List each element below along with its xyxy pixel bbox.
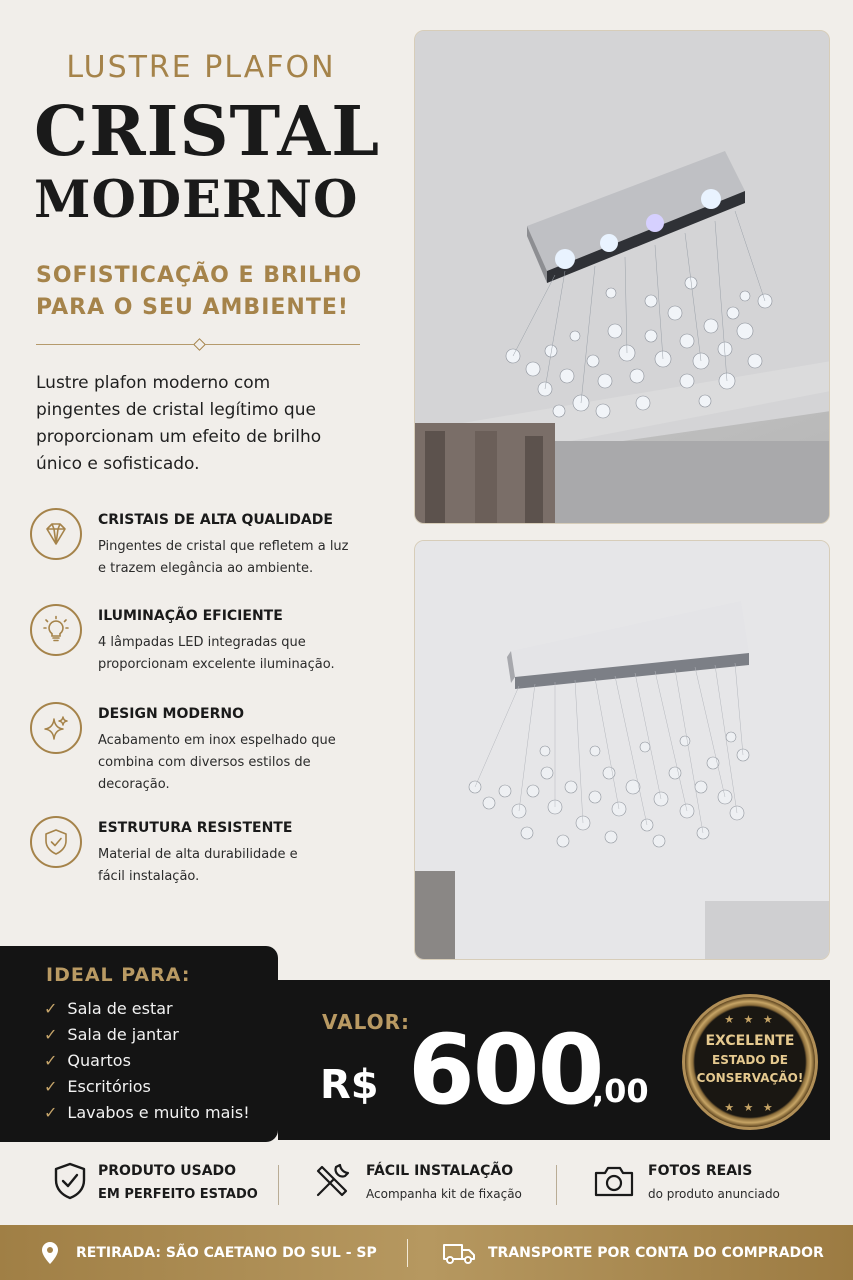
feature-text: [98, 632, 388, 676]
info-sub: Acompanha kit de fixação: [366, 1187, 522, 1201]
list-item: [44, 1100, 250, 1126]
camera-icon: [592, 1161, 636, 1201]
info-title: FOTOS REAIS: [648, 1163, 753, 1179]
seal-line3: CONSERVAÇÃO!: [696, 1071, 804, 1085]
divider-diamond: [193, 338, 206, 351]
tagline-line1: SOFISTICAÇÃO E BRILHO: [36, 263, 363, 288]
feature-line: 4 lâmpadas LED integradas que: [98, 635, 306, 650]
price-cents: ,00: [592, 1072, 649, 1110]
ideal-title: IDEAL PARA:: [46, 964, 191, 986]
ideal-for-panel: [0, 946, 278, 1142]
transport-info: [442, 1241, 824, 1265]
stars-icon: ★ ★ ★: [724, 1101, 776, 1114]
info-item-photos: [592, 1155, 822, 1215]
separator: [278, 1165, 279, 1205]
intro-line: único e sofisticado.: [36, 454, 200, 474]
list-item-label: Quartos: [67, 1051, 131, 1070]
intro-text: [36, 370, 356, 478]
check-icon: ✓: [44, 1025, 58, 1044]
location-pin-icon: [40, 1241, 60, 1265]
ideal-list: [44, 996, 250, 1126]
check-icon: ✓: [44, 1077, 58, 1096]
feature-line: e trazem elegância ao ambiente.: [98, 561, 314, 576]
list-item: [44, 1074, 250, 1100]
product-photo-lit: [414, 30, 830, 524]
check-icon: ✓: [44, 1103, 58, 1122]
info-title: PRODUTO USADO: [98, 1163, 237, 1179]
list-item: [44, 1048, 250, 1074]
feature-line: Pingentes de cristal que refletem a luz: [98, 539, 349, 554]
separator: [407, 1239, 408, 1267]
pretitle: LUSTRE PLAFON: [66, 50, 336, 85]
diamond-icon: [30, 508, 82, 560]
sparkle-icon: [30, 702, 82, 754]
intro-line: pingentes de cristal legítimo que: [36, 400, 316, 420]
list-item-label: Sala de jantar: [67, 1025, 179, 1044]
tools-icon: [312, 1161, 352, 1201]
info-sub: EM PERFEITO ESTADO: [98, 1187, 258, 1202]
list-item-label: Lavabos e muito mais!: [67, 1103, 250, 1122]
condition-seal: [682, 994, 818, 1130]
list-item-label: Sala de estar: [67, 999, 173, 1018]
intro-line: Lustre plafon moderno com: [36, 373, 271, 393]
truck-icon: [442, 1241, 476, 1265]
shield-check-icon: [50, 1161, 90, 1201]
list-item: [44, 996, 250, 1022]
feature-line: Material de alta durabilidade e: [98, 847, 298, 862]
feature-text: [98, 730, 388, 796]
info-title: FÁCIL INSTALAÇÃO: [366, 1163, 514, 1179]
feature-title: CRISTAIS DE ALTA QUALIDADE: [98, 512, 333, 528]
price-currency: R$: [320, 1062, 379, 1108]
tagline: [36, 260, 362, 324]
info-row: [0, 1155, 853, 1215]
title-line2: MODERNO: [34, 170, 359, 230]
feature-title: DESIGN MODERNO: [98, 706, 244, 722]
transport-text: TRANSPORTE POR CONTA DO COMPRADOR: [488, 1245, 824, 1261]
pickup-text: RETIRADA: SÃO CAETANO DO SUL - SP: [76, 1245, 377, 1261]
price-panel: [278, 980, 830, 1140]
check-icon: ✓: [44, 999, 58, 1018]
list-item: [44, 1022, 250, 1048]
feature-line: Acabamento em inox espelhado que: [98, 733, 336, 748]
info-sub: do produto anunciado: [648, 1187, 780, 1201]
shield-check-icon: [30, 816, 82, 868]
footer-bar: [0, 1225, 853, 1280]
separator: [556, 1165, 557, 1205]
price-amount: 600: [408, 1014, 603, 1126]
seal-line2: ESTADO DE: [712, 1053, 788, 1067]
info-item-install: [312, 1155, 542, 1215]
feature-text: [98, 536, 388, 580]
title-line1: CRISTAL: [34, 92, 381, 172]
feature-line: combina com diversos estilos de: [98, 755, 311, 770]
tagline-line2: PARA O SEU AMBIENTE!: [36, 295, 349, 320]
feature-text: [98, 844, 388, 888]
price-label: VALOR:: [322, 1010, 411, 1034]
feature-line: decoração.: [98, 777, 170, 792]
list-item-label: Escritórios: [67, 1077, 151, 1096]
seal-line1: EXCELENTE: [705, 1033, 795, 1049]
feature-title: ESTRUTURA RESISTENTE: [98, 820, 293, 836]
product-photo-unlit: [414, 540, 830, 960]
feature-line: proporcionam excelente iluminação.: [98, 657, 335, 672]
stars-icon: ★ ★ ★: [724, 1013, 776, 1026]
check-icon: ✓: [44, 1051, 58, 1070]
feature-title: ILUMINAÇÃO EFICIENTE: [98, 608, 283, 624]
pickup-info: [40, 1241, 377, 1265]
lightbulb-icon: [30, 604, 82, 656]
intro-line: proporcionam um efeito de brilho: [36, 427, 322, 447]
feature-line: fácil instalação.: [98, 869, 200, 884]
info-item-used: [50, 1155, 280, 1215]
